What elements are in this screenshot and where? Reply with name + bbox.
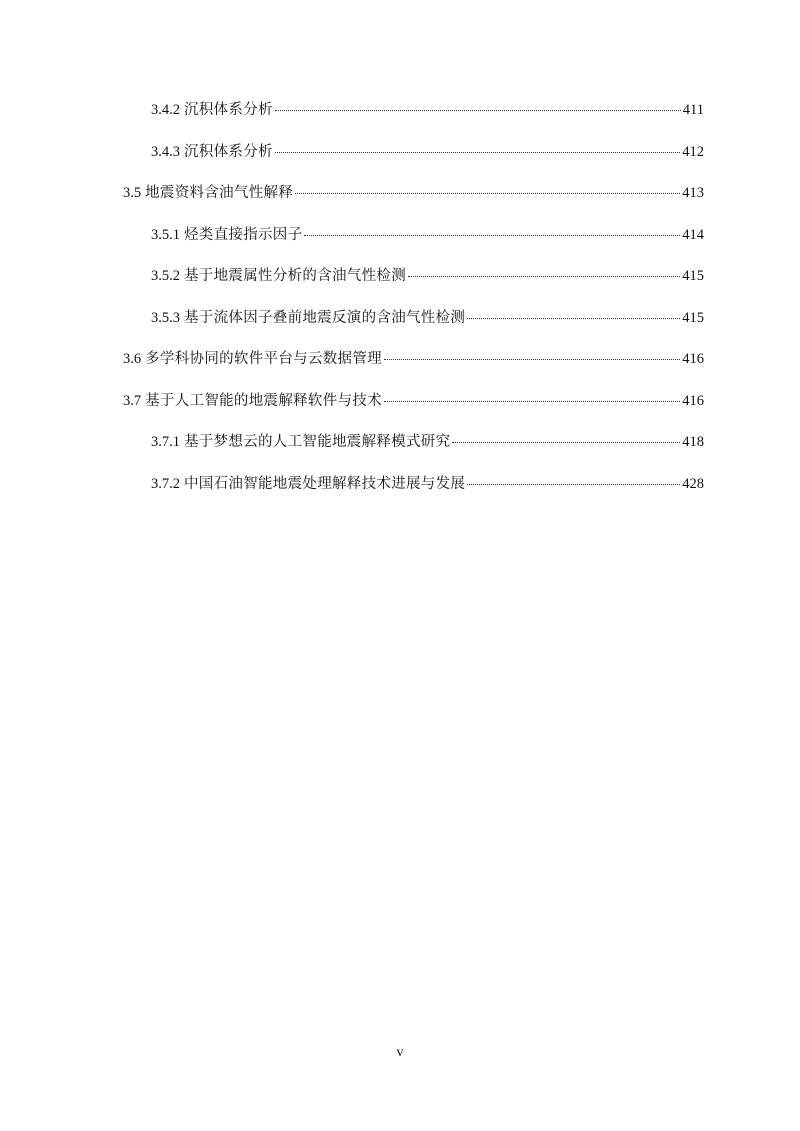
toc-entry[interactable] [151, 307, 704, 329]
toc-entry-page: 418 [682, 434, 704, 450]
toc-entry-number: 3.4.3 [151, 144, 180, 160]
toc-entry[interactable] [151, 431, 704, 453]
toc-entry-title: 基于梦想云的人工智能地震解释模式研究 [184, 434, 451, 450]
page-number: v [396, 1045, 404, 1060]
toc-entry-page: 411 [682, 102, 704, 118]
toc-entry-page: 412 [682, 144, 704, 160]
toc-entry[interactable] [151, 99, 704, 121]
toc-entry-title: 多学科协同的软件平台与云数据管理 [145, 351, 382, 367]
toc-entry-title: 中国石油智能地震处理解释技术进展与发展 [184, 476, 466, 492]
toc-dot-leader [275, 152, 680, 153]
toc-entry-number: 3.5.3 [151, 310, 180, 326]
toc-entry-title: 烃类直接指示因子 [184, 227, 303, 243]
toc-dot-leader [304, 235, 680, 236]
toc-entry-title: 沉积体系分析 [184, 144, 273, 160]
toc-entry[interactable] [151, 141, 704, 163]
toc-entry-title: 基于流体因子叠前地震反演的含油气性检测 [184, 310, 466, 326]
toc-entry-number: 3.7 [123, 393, 142, 409]
toc-dot-leader [408, 276, 680, 277]
toc-entry-number: 3.5 [123, 185, 142, 201]
toc-entry-title: 沉积体系分析 [184, 102, 273, 118]
toc-dot-leader [452, 442, 680, 443]
toc-entry[interactable] [151, 224, 704, 246]
toc-dot-leader [295, 193, 680, 194]
toc-entry-number: 3.6 [123, 351, 142, 367]
toc-dot-leader [467, 318, 680, 319]
toc-entry-number: 3.7.2 [151, 476, 180, 492]
toc-entry-title: 地震资料含油气性解释 [145, 185, 294, 201]
toc-entry[interactable] [123, 348, 704, 370]
toc-entry-title: 基于人工智能的地震解释软件与技术 [145, 393, 382, 409]
toc-entry[interactable] [151, 265, 704, 287]
toc-entry-page: 413 [682, 185, 704, 201]
toc-entry-number: 3.7.1 [151, 434, 180, 450]
toc-entry-page: 415 [682, 310, 704, 326]
toc-dot-leader [384, 401, 680, 402]
toc-entry[interactable] [123, 182, 704, 204]
toc-dot-leader [275, 110, 681, 111]
toc-dot-leader [384, 359, 680, 360]
toc-entry-page: 414 [682, 227, 704, 243]
toc-entry[interactable] [151, 473, 704, 495]
toc-entry[interactable] [123, 390, 704, 412]
toc-entry-page: 416 [682, 393, 704, 409]
toc-entry-number: 3.5.2 [151, 268, 180, 284]
toc-entry-title: 基于地震属性分析的含油气性检测 [184, 268, 406, 284]
toc-entry-number: 3.4.2 [151, 102, 180, 118]
toc-entry-page: 416 [682, 351, 704, 367]
toc-entry-page: 415 [682, 268, 704, 284]
toc-dot-leader [467, 484, 680, 485]
toc-entry-page: 428 [682, 476, 704, 492]
toc-entry-number: 3.5.1 [151, 227, 180, 243]
